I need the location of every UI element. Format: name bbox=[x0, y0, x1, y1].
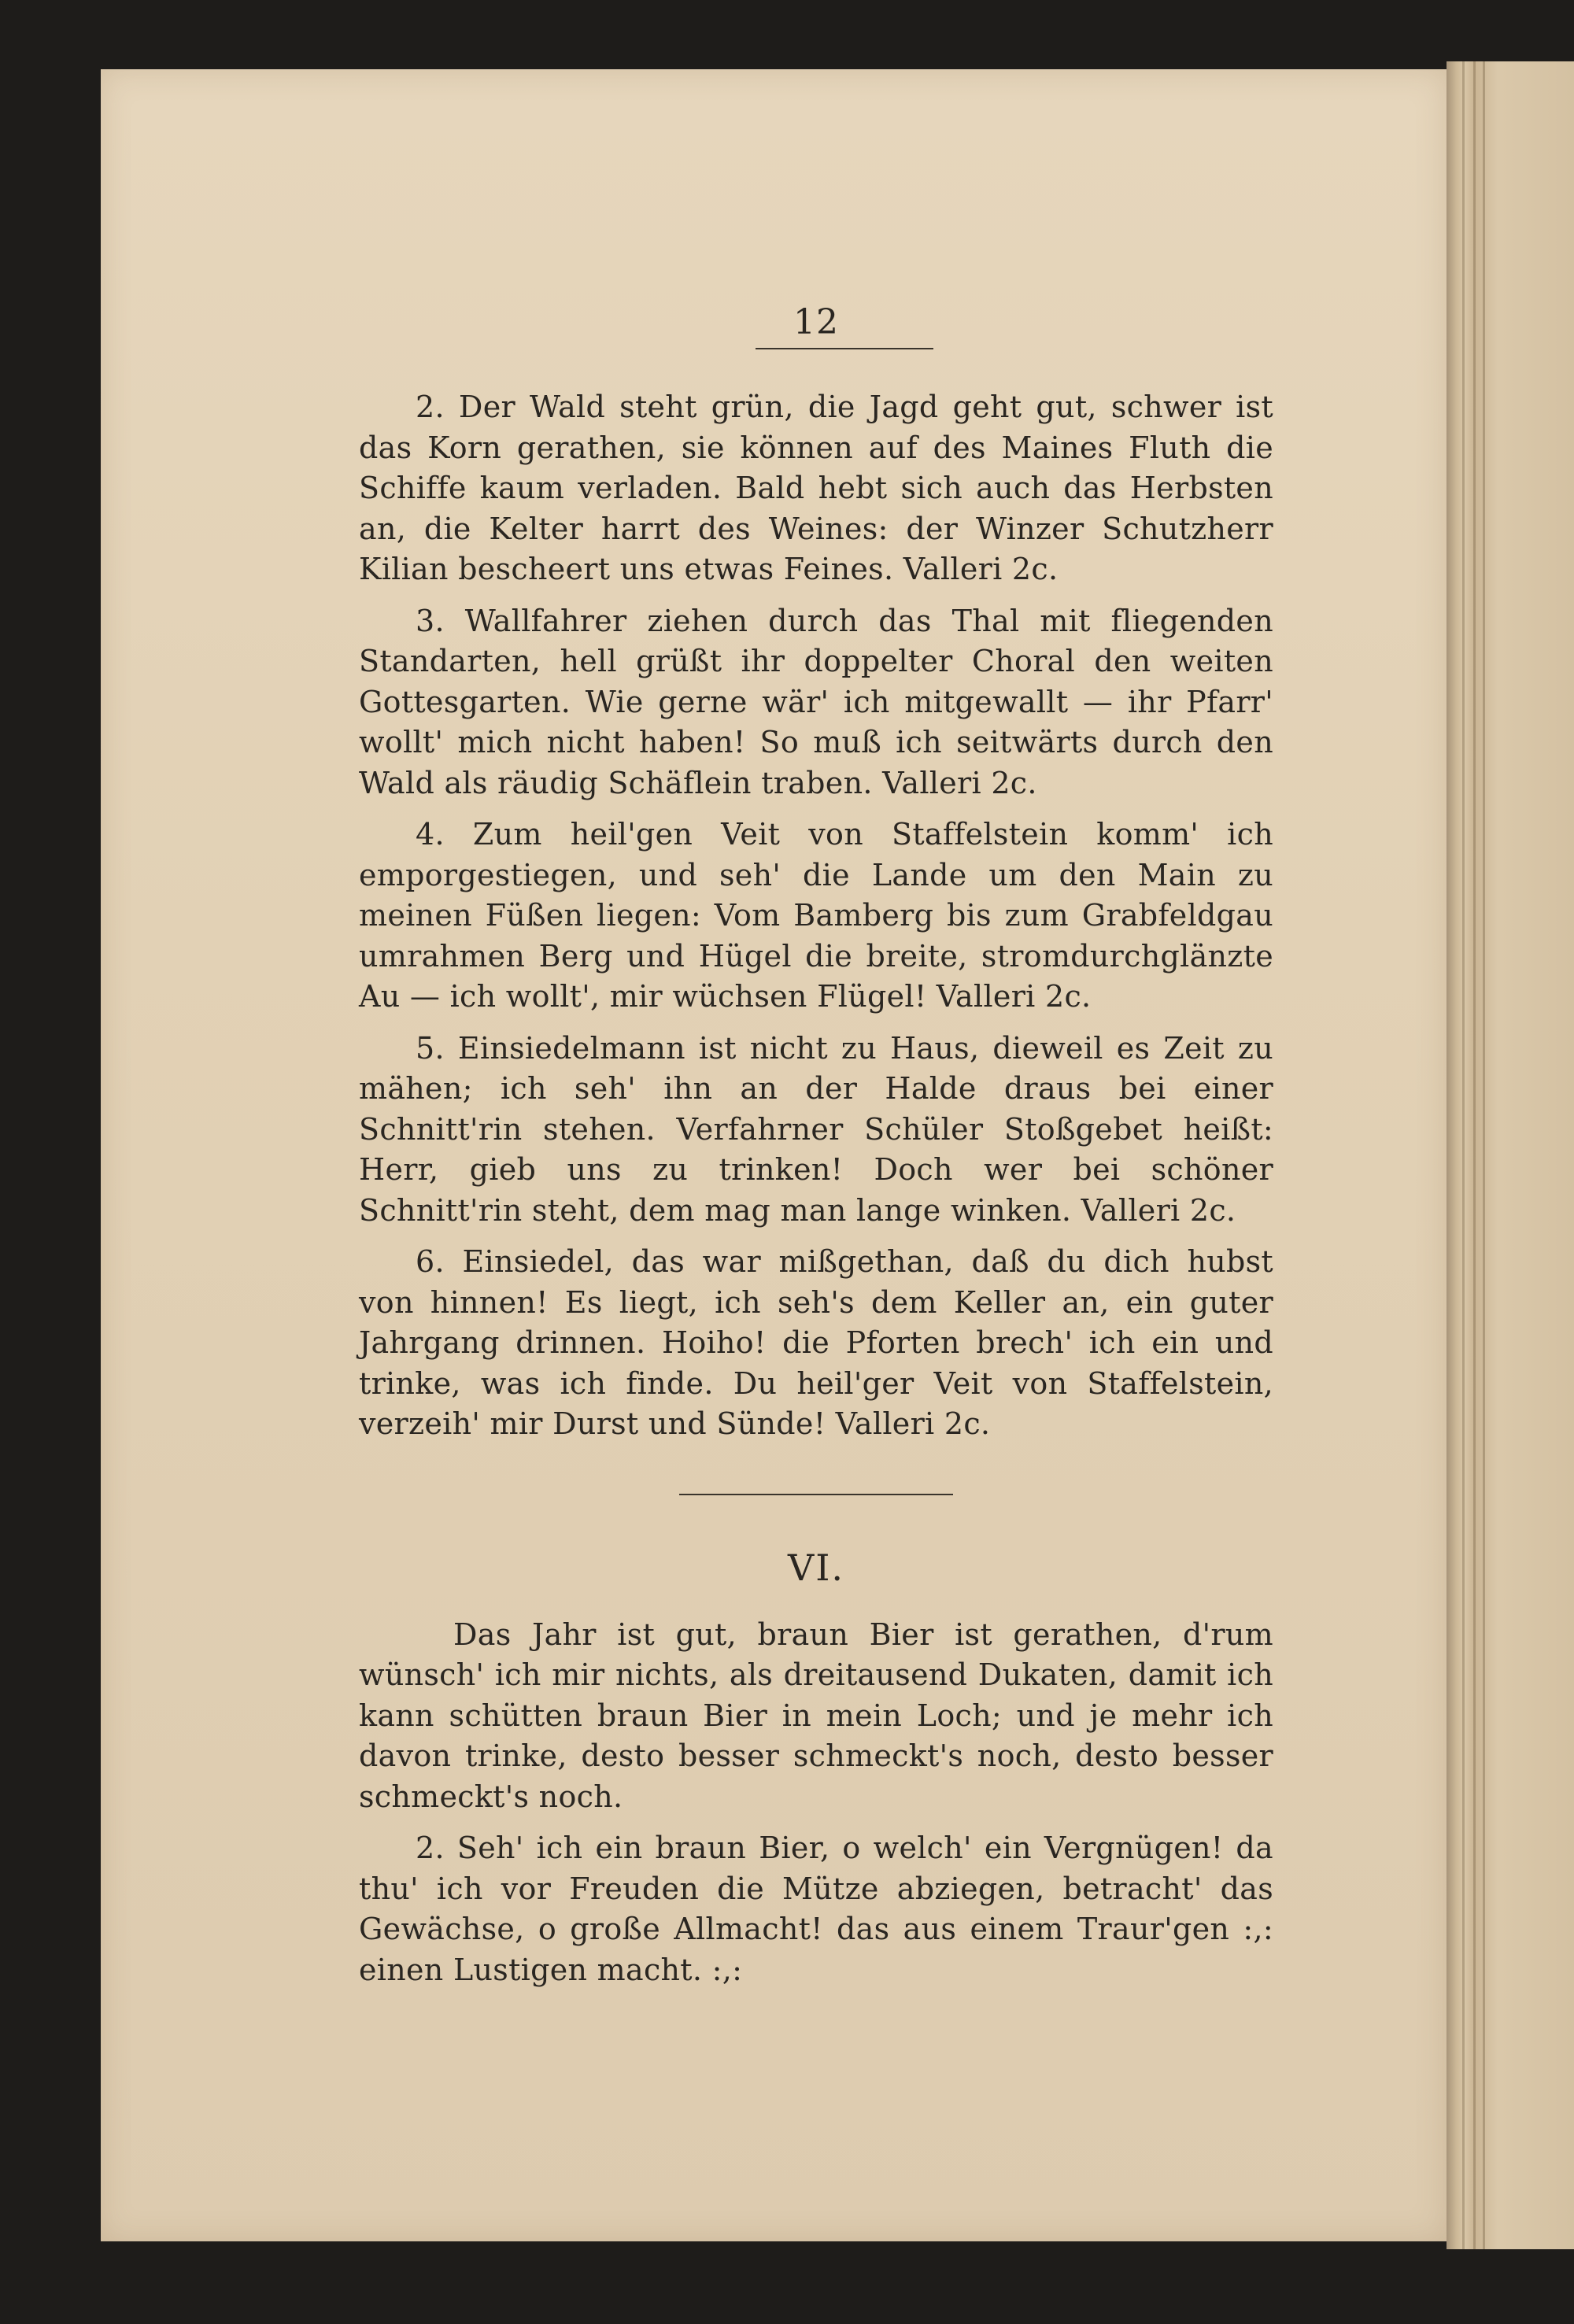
song-vi bbox=[359, 1615, 1273, 1991]
page-edge-line bbox=[1483, 61, 1485, 2249]
stanza: 4. Zum heil'gen Veit von Staffelstein komm' ich emporgestiegen, und seh' die Lande um den Main zu meinen Füßen liegen: Vom Bamberg bis zum Grabfeldgau umrahmen Berg und Hügel die breite, stromdurchglänzte Au — ich wollt', mir wüchsen Flügel! Valleri 2c. bbox=[359, 817, 1273, 1014]
page-number: 12 bbox=[793, 302, 839, 342]
page-number-rule bbox=[756, 348, 933, 349]
stanza: 6. Einsiedel, das war mißgethan, daß du dich hubst von hinnen! Es liegt, ich seh's dem Keller an, ein guter Jahrgang drinnen. Hoiho! die Pforten brech' ich ein und trinke, was ich finde. Du heil'ger Veit von Staffelstein, verzeih' mir Durst und Sünde! Valleri 2c. bbox=[359, 1244, 1273, 1441]
stanza: Das Jahr ist gut, braun Bier ist gerathen, d'rum wünsch' ich mir nichts, als dreitausend Dukaten, damit ich kann schütten braun Bier in mein Loch; und je mehr ich davon trinke, desto besser schmeckt's noch, desto besser schmeckt's noch. bbox=[359, 1616, 1273, 1814]
page-content bbox=[359, 299, 1273, 2001]
section-heading: VI. bbox=[787, 1546, 844, 1589]
page-edge-line bbox=[1473, 61, 1476, 2249]
stanza: 5. Einsiedelmann ist nicht zu Haus, dieweil es Zeit zu mähen; ich seh' ihn an der Halde draus bei einer Schnitt'rin stehen. Verfahrner Schüler Stoßgebet heißt: Herr, gieb uns zu trinken! Doch wer bei schöner Schnitt'rin steht, dem mag man lange winken. Valleri 2c. bbox=[359, 1030, 1273, 1228]
facing-page-edge bbox=[1447, 61, 1574, 2249]
song-continued bbox=[359, 387, 1273, 1445]
stanza: 2. Der Wald steht grün, die Jagd geht gut, schwer ist das Korn gerathen, sie können auf des Maines Fluth die Schiffe kaum verladen. Bald hebt sich auch das Herbsten an, die Kelter harrt des Weines: der Winzer Schutzherr Kilian bescheert uns etwas Feines. Valleri 2c. bbox=[359, 390, 1273, 586]
stanza: 3. Wallfahrer ziehen durch das Thal mit fliegenden Standarten, hell grüßt ihr doppelter Choral den weiten Gottesgarten. Wie gerne wär' ich mitgewallt — ihr Pfarr' wollt' mich nicht haben! So muß ich seitwärts durch den Wald als räudig Schäflein traben. Valleri 2c. bbox=[359, 603, 1273, 800]
stanza: 2. Seh' ich ein braun Bier, o welch' ein Vergnügen! da thu' ich vor Freuden die Mütze abziegen, betracht' das Gewächse, o große Allmacht! das aus einem Traur'gen :,: einen Lustigen macht. :,: bbox=[359, 1831, 1273, 1987]
section-divider bbox=[679, 1494, 953, 1495]
page-edge-line bbox=[1462, 61, 1465, 2249]
